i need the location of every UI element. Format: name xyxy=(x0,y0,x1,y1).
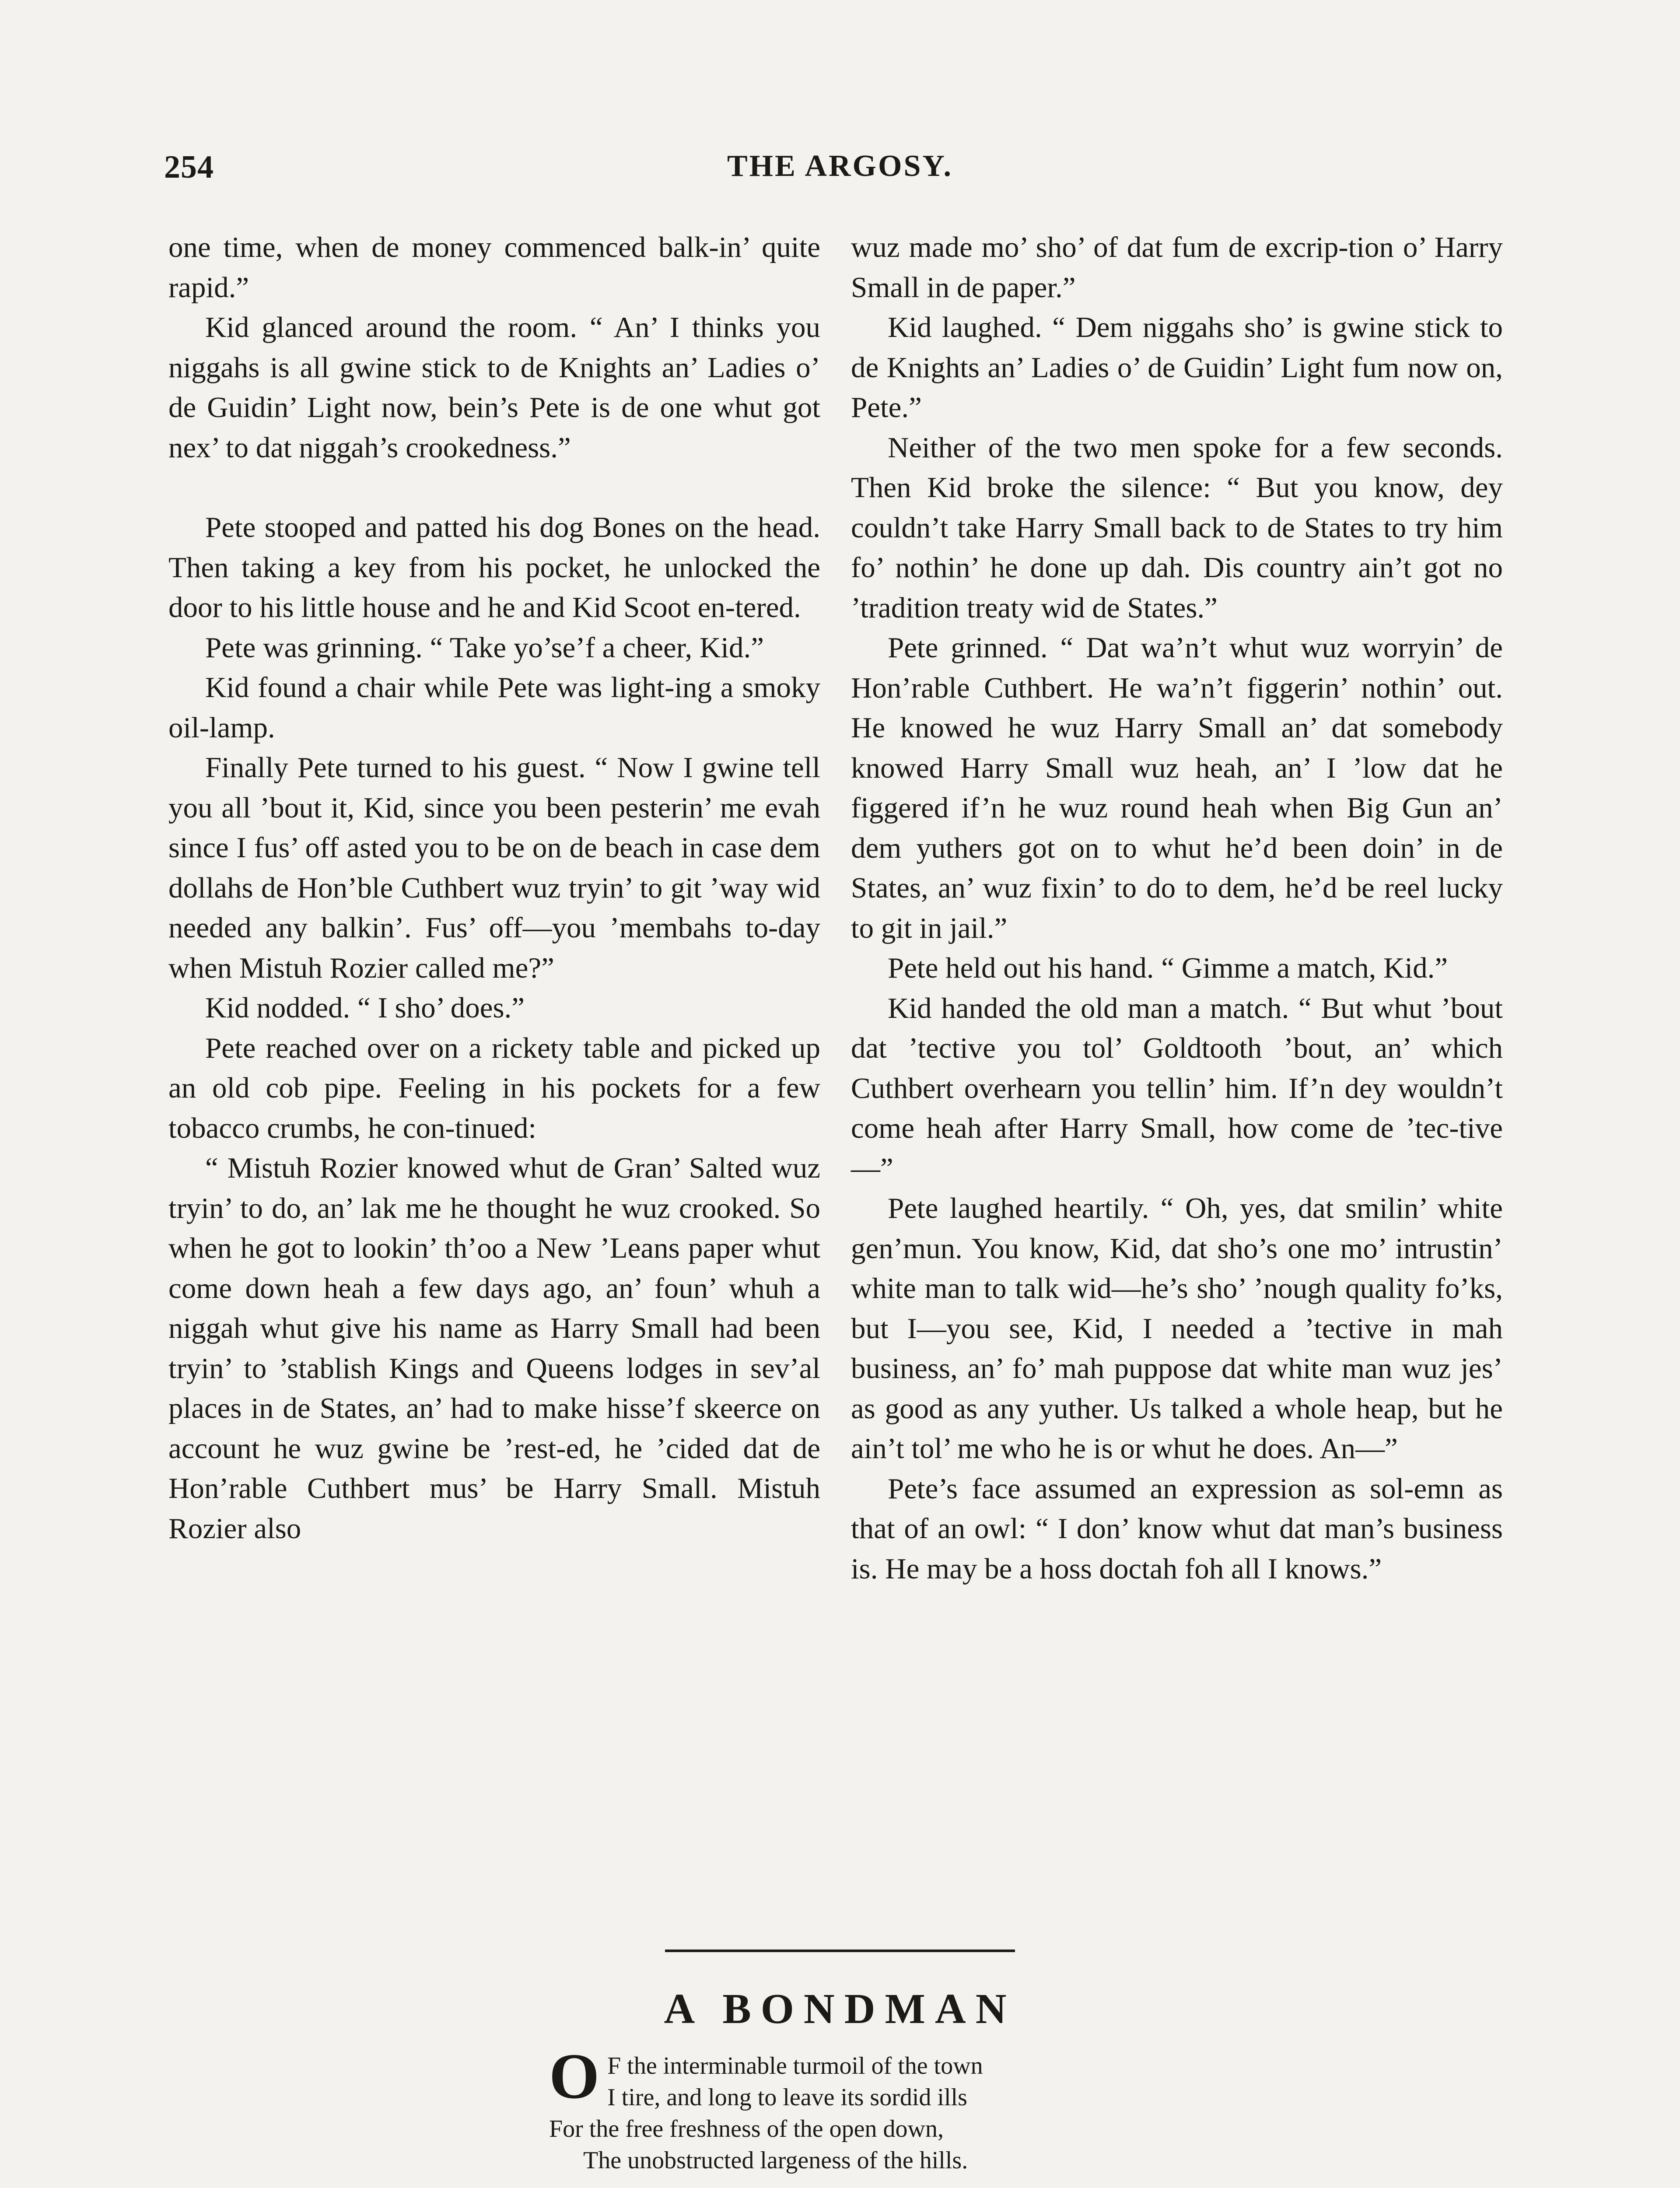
page-number: 254 xyxy=(164,149,214,185)
paragraph: Neither of the two men spoke for a few seconds. Then Kid broke the silence: “ But you know, dey couldn’t take Harry Small back to de States to try him fo’ nothin’ he done up dah. Dis country ain’t got no ’tradition treaty wid de States.” xyxy=(851,431,1503,624)
paragraph: Pete laughed heartily. “ Oh, yes, dat smilin’ white gen’mun. You know, Kid, dat sho’s one mo’ intrustin’ white man to talk wid—he’s sho’ ’nough quality fo’ks, but I—you see, Kid, I needed a ’tective in mah business, an’ fo’ mah puppose dat white man wuz jes’ as good as any yuther. Us talked a whole heap, but he ain’t tol’ me who he is or whut he does. An—” xyxy=(851,1192,1503,1465)
paragraph: Pete stooped and patted his dog Bones on the head. Then taking a key from his pocket, he unlocked the door to his little house and he and Kid Scoot en-tered. xyxy=(168,511,820,624)
page-header xyxy=(164,149,1516,201)
paragraph: one time, when de money commenced balk-in’ quite rapid.” xyxy=(168,231,820,304)
left-column xyxy=(168,228,820,1549)
poem-line: For the free freshness of the open down, xyxy=(549,2115,944,2142)
paragraph: Kid handed the old man a match. “ But whut ’bout dat ’tective you tol’ Goldtooth ’bout, an’ which Cuthbert overhearn you tellin’ him. If’n dey wouldn’t come heah after Harry Small, how come de ’tec-tive—” xyxy=(851,992,1503,1185)
poem xyxy=(549,2041,1249,2188)
paragraph: Pete’s face assumed an expression as sol-emn as that of an owl: “ I don’ know whut dat man’s business is. He may be a hoss doctah foh all I knows.” xyxy=(851,1472,1503,1585)
paragraph: Kid nodded. “ I sho’ does.” xyxy=(205,992,525,1024)
paragraph: Pete reached over on a rickety table and picked up an old cob pipe. Feeling in his pockets for a few tobacco crumbs, he con-tinued: xyxy=(168,1031,820,1144)
running-head: THE ARGOSY. xyxy=(727,149,953,183)
poem-line: The unobstructed largeness of the hills. xyxy=(583,2147,968,2174)
paragraph: Pete grinned. “ Dat wa’n’t whut wuz worryin’ de Hon’rable Cuthbert. He wa’n’t figgerin’ nothin’ out. He knowed he wuz Harry Small an’ dat somebody knowed Harry Small wuz heah, an’ I ’low dat he figgered if’n he wuz round heah when Big Gun an’ dem yuthers got on to whut he’d been doin’ in de States, an’ wuz fixin’ to do to dem, he’d be reel lucky to git in jail.” xyxy=(851,631,1503,944)
paragraph: wuz made mo’ sho’ of dat fum de excrip-tion o’ Harry Small in de paper.” xyxy=(851,231,1503,304)
right-column xyxy=(851,228,1503,1589)
poem-line: F the interminable turmoil of the town xyxy=(607,2052,983,2079)
paragraph: Kid found a chair while Pete was light-ing a smoky oil-lamp. xyxy=(168,671,820,744)
paragraph: Kid glanced around the room. “ An’ I thinks you niggahs is all gwine stick to de Knights an’ Ladies o’ de Guidin’ Light now, bein’s Pete is de one whut got nex’ to dat niggah’s crookedness.” xyxy=(168,311,820,464)
paragraph: Finally Pete turned to his guest. “ Now I gwine tell you all ’bout it, Kid, since you been pesterin’ me evah since I fus’ off asted you to be on de beach in case dem dollahs de Hon’ble Cuthbert wuz tryin’ to git ’way wid needed any balkin’. Fus’ off—you ’membahs to-day when Mistuh Rozier called me?” xyxy=(168,751,820,984)
paragraph: Pete held out his hand. “ Gimme a match, Kid.” xyxy=(888,952,1448,984)
section-divider xyxy=(665,1950,1015,1952)
poem-stanza xyxy=(549,2041,1249,2176)
paragraph: Kid laughed. “ Dem niggahs sho’ is gwine stick to de Knights an’ Ladies o’ de Guidin’ Light fum now on, Pete.” xyxy=(851,311,1503,424)
story-columns xyxy=(168,228,1520,1917)
paragraph: Pete was grinning. “ Take yo’se’f a cheer, Kid.” xyxy=(205,631,764,664)
paragraph: “ Mistuh Rozier knowed whut de Gran’ Salted wuz tryin’ to do, an’ lak me he thought he wuz crooked. So when he got to lookin’ th’oo a New ’Leans paper whut come down heah a few days ago, an’ foun’ whuh a niggah whut give his name as Harry Small had been tryin’ to ’stablish Kings and Queens lodges in sev’al places in de States, an’ had to make hisse’f skeerce on account he wuz gwine be ’rest-ed, he ’cided dat de Hon’rable Cuthbert mus’ be Harry Small. Mistuh Rozier also xyxy=(168,1152,820,1545)
drop-cap: O xyxy=(549,2041,600,2112)
poem-title: A BONDMAN xyxy=(664,1985,1016,2033)
poem-line: I tire, and long to leave its sordid ills xyxy=(607,2084,967,2111)
